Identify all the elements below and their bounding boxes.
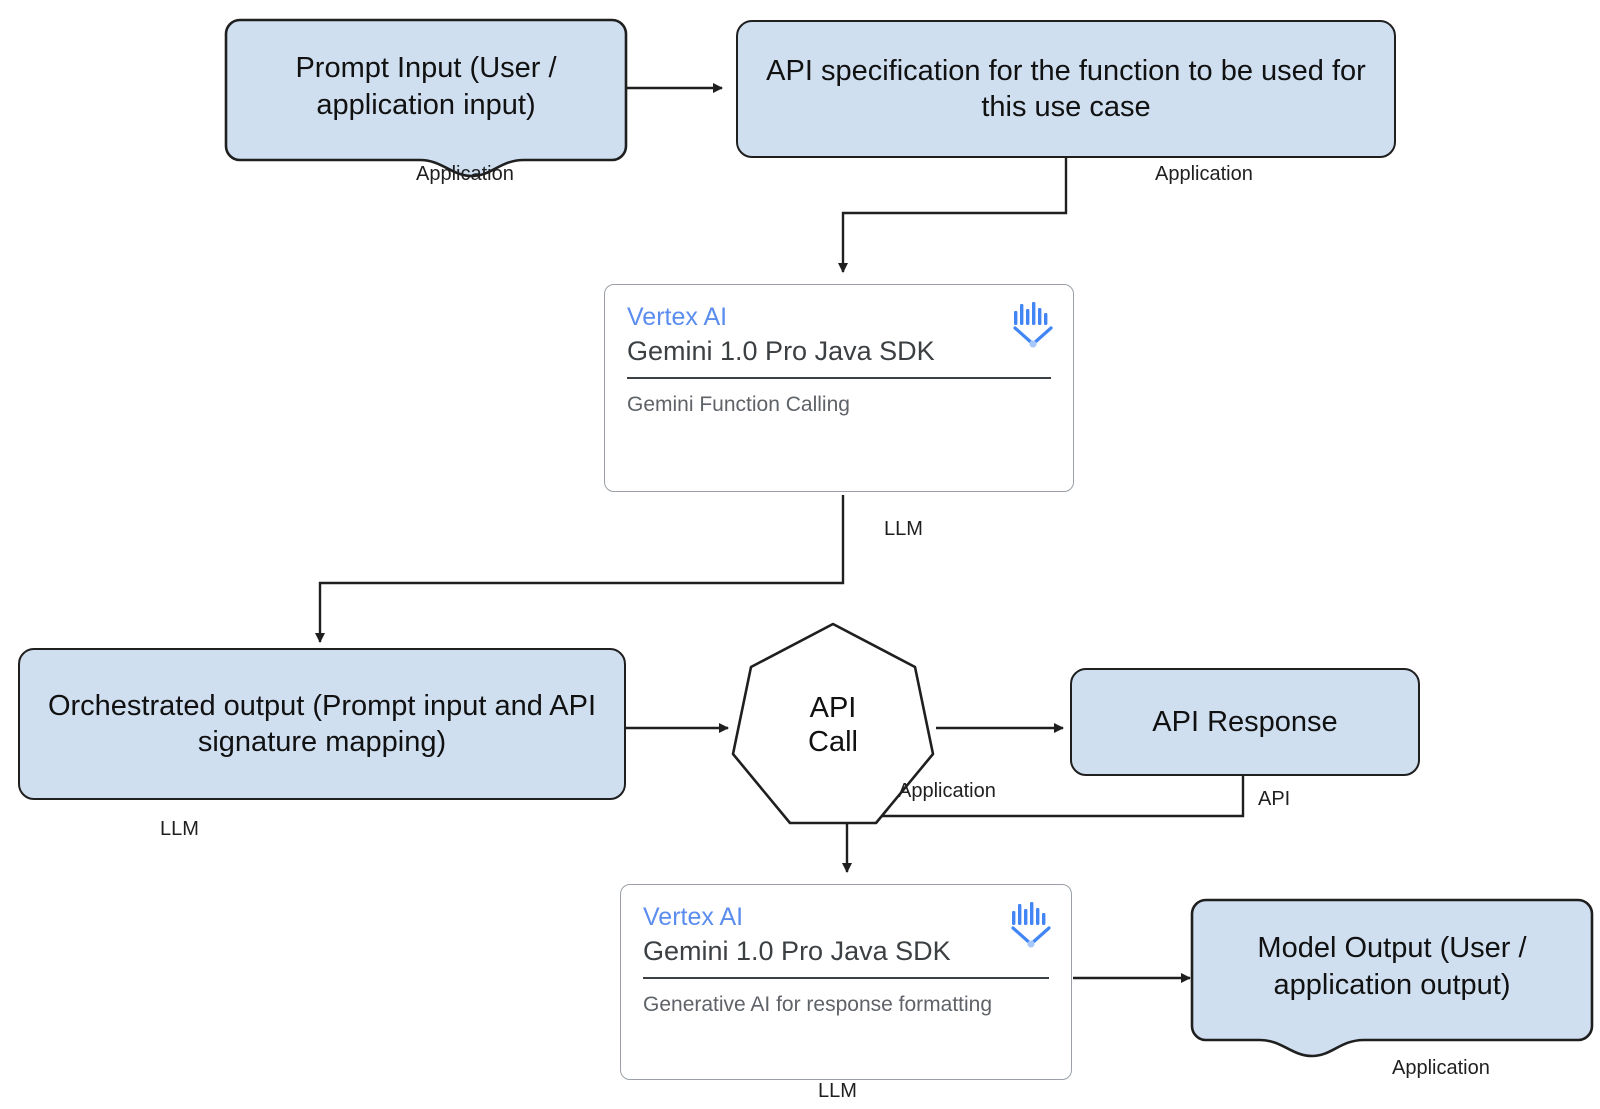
- node-vertex-card-response-formatting[interactable]: [620, 884, 1072, 1080]
- node-api-response[interactable]: [1070, 668, 1420, 776]
- prompt-input-label: Prompt Input (User / application input): [295, 52, 557, 121]
- api-specification-label: API specification for the function to be used for this use case: [766, 54, 1366, 123]
- vertex-card-2-title: Vertex AI: [643, 903, 744, 931]
- api-response-label: API Response: [1152, 705, 1338, 738]
- orchestrated-output-label: Orchestrated output (Prompt input and API signature mapping): [47, 689, 597, 758]
- vertex-card-2-subtitle: Gemini 1.0 Pro Java SDK: [643, 936, 951, 966]
- model-output-label: Model Output (User / application output): [1257, 932, 1527, 1001]
- prompt-input-shape: [224, 18, 628, 178]
- vertex-card-1-footer: Gemini Function Calling: [627, 393, 850, 416]
- model-output-shape: [1190, 898, 1594, 1058]
- prompt-input-caption: Application: [416, 163, 514, 185]
- vertex-card-2-divider: [643, 977, 1049, 979]
- vertex-card-1-subtitle: Gemini 1.0 Pro Java SDK: [627, 336, 935, 366]
- vertex-card-2-caption: LLM: [818, 1080, 857, 1102]
- api-call-line-2: Call: [808, 726, 858, 758]
- orchestrated-output-caption: LLM: [160, 818, 199, 840]
- vertex-ai-logo-icon: [1009, 901, 1053, 949]
- vertex-card-1-title: Vertex AI: [627, 303, 728, 331]
- api-call-line-1: API: [809, 691, 857, 724]
- vertex-card-1-divider: [627, 377, 1051, 379]
- api-response-caption: API: [1258, 788, 1291, 810]
- node-orchestrated-output[interactable]: [18, 648, 626, 800]
- node-model-output[interactable]: [1190, 898, 1594, 1058]
- api-specification-caption: Application: [1155, 163, 1253, 185]
- api-call-caption: Application: [898, 780, 996, 802]
- node-vertex-card-gemini-function-calling[interactable]: [604, 284, 1074, 492]
- node-api-specification[interactable]: [736, 20, 1396, 158]
- node-prompt-input[interactable]: [224, 18, 628, 178]
- vertex-card-2-footer: Generative AI for response formatting: [643, 993, 993, 1016]
- vertex-ai-logo-icon: [1011, 301, 1055, 349]
- vertex-card-1-caption: LLM: [884, 518, 923, 540]
- edge-apispec-to-vertex1: [843, 158, 1066, 272]
- model-output-caption: Application: [1392, 1057, 1490, 1079]
